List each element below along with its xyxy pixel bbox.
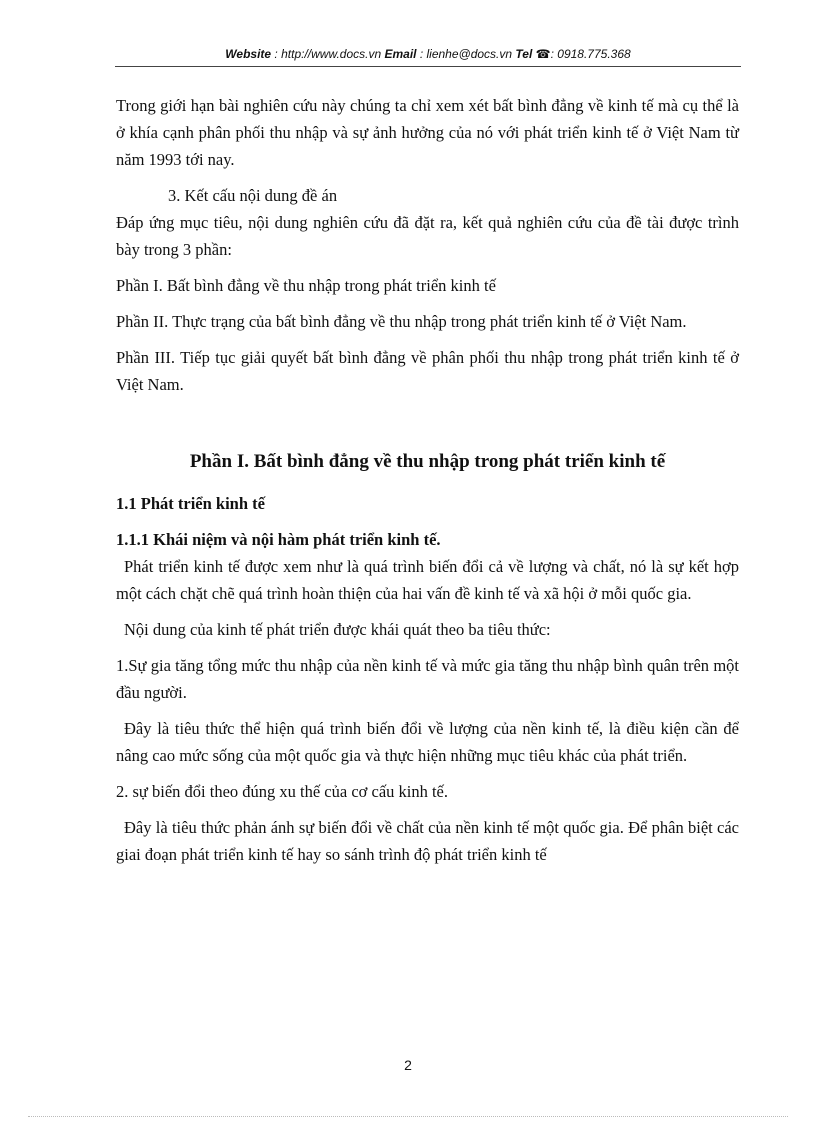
website-value: : http://www.docs.vn bbox=[271, 47, 385, 61]
email-label: Email bbox=[384, 47, 417, 61]
page-header bbox=[115, 47, 741, 61]
document-body bbox=[116, 92, 739, 868]
page-number: 2 bbox=[404, 1057, 412, 1073]
paragraph-definition: Phát triển kinh tế được xem như là quá trình biến đổi cả về lượng và chất, nó là sự kết hợp một cách chặt chẽ quá trình hoàn thiện của hai vấn đề kinh tế và xã hội ở mỗi quốc gia. bbox=[116, 557, 739, 603]
paragraph-criteria-intro: Nội dung của kinh tế phát triển được khái quát theo ba tiêu thức: bbox=[124, 620, 551, 639]
heading-structure: 3. Kết cấu nội dung đề án bbox=[168, 186, 338, 205]
criterion-2: 2. sự biến đổi theo đúng xu thế của cơ cấu kinh tế. bbox=[116, 782, 449, 801]
list-item-part-3: Phần III. Tiếp tục giải quyết bất bình đẳng về phân phối thu nhập trong phát triển kinh tế ở Việt Nam. bbox=[116, 348, 739, 394]
phone-icon: ☎ bbox=[535, 47, 551, 61]
tel-value: : 0918.775.368 bbox=[550, 47, 631, 61]
section-title: Phần I. Bất bình đẳng về thu nhập trong phát triển kinh tế bbox=[189, 451, 666, 472]
criterion-1: 1.Sự gia tăng tổng mức thu nhập của nền kinh tế và mức gia tăng thu nhập bình quân trên một đầu người. bbox=[116, 656, 739, 702]
list-item-part-2: Phần II. Thực trạng của bất bình đẳng về thu nhập trong phát triển kinh tế ở Việt Nam. bbox=[116, 312, 687, 331]
heading-1-1: 1.1 Phát triển kinh tế bbox=[116, 494, 265, 513]
list-item-part-1: Phần I. Bất bình đẳng về thu nhập trong phát triển kinh tế bbox=[116, 276, 496, 295]
tel-label: Tel bbox=[515, 47, 533, 61]
paragraph-scope: Trong giới hạn bài nghiên cứu này chúng ta chỉ xem xét bất bình đẳng về kinh tế mà cụ thể là ở khía cạnh phân phối thu nhập và sự ảnh hưởng của nó với phát triển kinh tế ở Việt Nam từ năm 1993 tới nay. bbox=[116, 96, 739, 169]
email-value: : lienhe@docs.vn bbox=[416, 47, 516, 61]
footer-divider bbox=[28, 1116, 788, 1117]
paragraph-structure-intro: Đáp ứng mục tiêu, nội dung nghiên cứu đã đặt ra, kết quả nghiên cứu của đề tài được trình bày trong 3 phần: bbox=[116, 213, 739, 259]
paragraph-criterion-1-explanation: Đây là tiêu thức thể hiện quá trình biến đổi về lượng của nền kinh tế, là điều kiện cần để nâng cao mức sống của một quốc gia và thực hiện những mục tiêu khác của phát triển. bbox=[116, 719, 739, 765]
header-divider bbox=[115, 66, 741, 67]
website-label: Website bbox=[225, 47, 272, 61]
heading-1-1-1: 1.1.1 Khái niệm và nội hàm phát triển kinh tế. bbox=[116, 530, 441, 549]
paragraph-criterion-2-explanation: Đây là tiêu thức phản ánh sự biến đổi về chất của nền kinh tế một quốc gia. Để phân biệt các giai đoạn phát triển kinh tế hay so sánh trình độ phát triển kinh tế bbox=[116, 818, 739, 864]
